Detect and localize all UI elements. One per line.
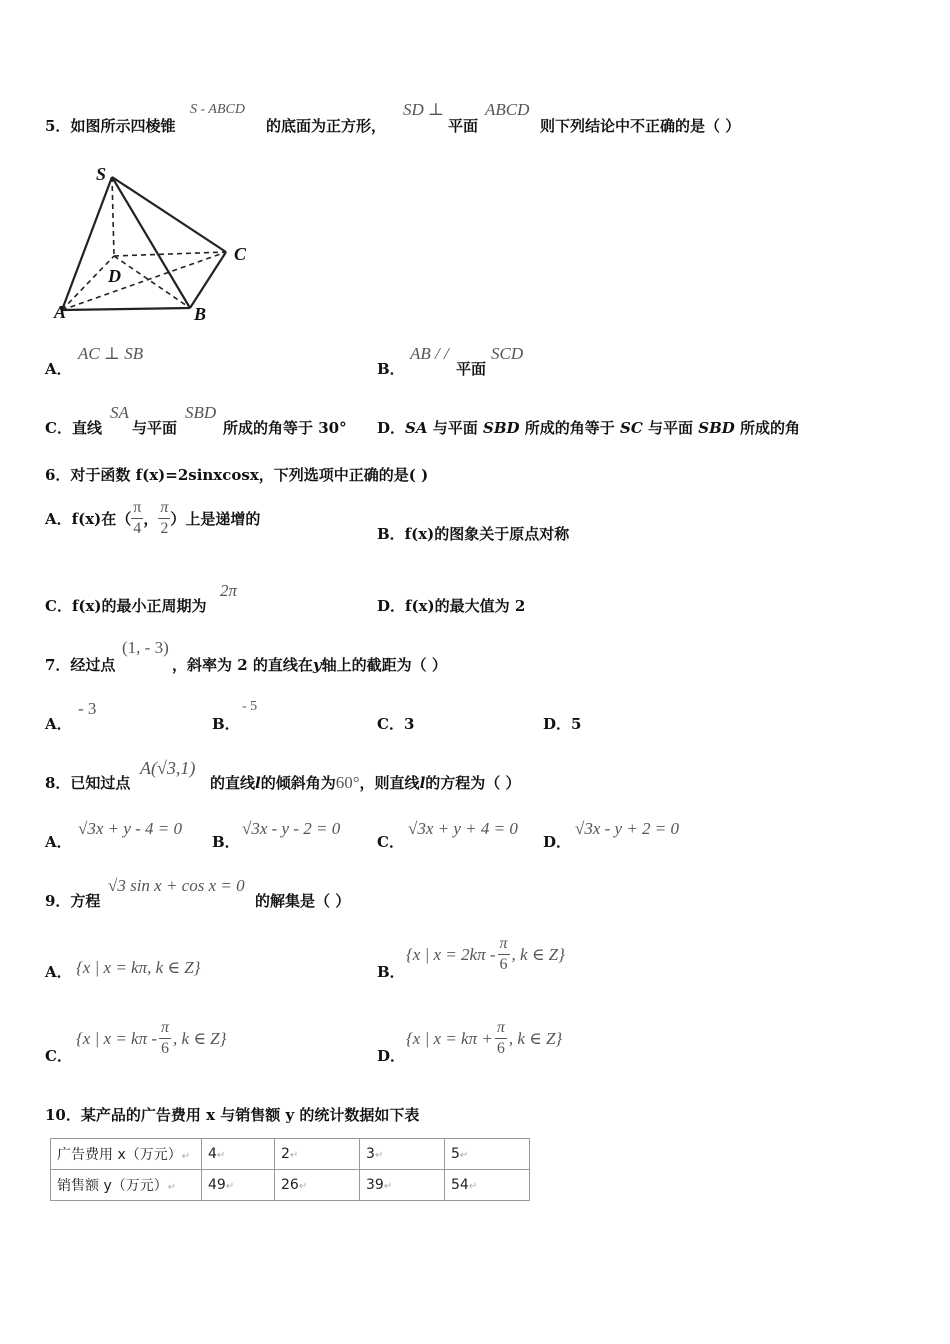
q5-option-a-label: A．	[45, 360, 72, 378]
q9-option-a-label: A．	[45, 963, 72, 981]
q8-stem-pre: 8．已知过点	[45, 774, 131, 792]
q5-option-b-math2: SCD	[491, 344, 524, 363]
q5-option-c-text-2: 所成的角等于 30°	[223, 419, 347, 437]
q5-option-c-math-sa: SA	[110, 403, 129, 422]
q6-option-d: D．f(x)的最大值为 2	[377, 597, 526, 615]
q8-point: A(√3,1)	[140, 758, 196, 778]
q8-stem-mid: 的直线l的倾斜角为60°，则直线l的方程为（ ）	[210, 773, 521, 792]
q5-text-2: 的底面为正方形，	[266, 117, 387, 135]
q7-option-b-math: - 5	[242, 699, 258, 714]
table-cell: 3↵	[360, 1139, 445, 1170]
q9-option-d-label: D．	[377, 1047, 406, 1065]
vertex-label-s: S	[96, 164, 107, 184]
q6-option-b: B．f(x)的图象关于原点对称	[377, 525, 570, 543]
q9-option-b-math: {x | x = 2kπ - $\frac{\pi}{6}$ , k ∈ Z}	[406, 935, 565, 973]
q8-option-c-label: C．	[377, 833, 404, 851]
q6-option-c-math: 2π	[220, 581, 238, 600]
q5-text-4: 则下列结论中不正确的是（ ）	[540, 117, 741, 135]
q6-option-c-text: C．f(x)的最小正周期为	[45, 597, 207, 615]
q5-math-perp: SD ⊥	[403, 100, 445, 119]
q5-math-base: ABCD	[485, 100, 530, 119]
table-row	[51, 1170, 530, 1201]
table-cell: 49↵	[202, 1170, 275, 1201]
q5-option-c-text-1: 与平面	[132, 419, 178, 437]
table-row	[51, 1139, 530, 1170]
q5-option-c-label: C．直线	[45, 419, 102, 437]
vertex-label-d: D	[108, 266, 121, 286]
q5-option-c-math-sbd: SBD	[185, 403, 217, 422]
q9-option-a-math: {x | x = kπ, k ∈ Z}	[76, 958, 201, 977]
q8-option-d-math: √3x - y + 2 = 0	[575, 819, 680, 838]
q9-option-b-label: B．	[377, 963, 405, 981]
q9-option-c-label: C．	[45, 1047, 72, 1065]
q7-option-a-math: - 3	[78, 699, 97, 718]
q6-option-a: A．f(x)在（ $\frac{\pi}{4}$ ， $\frac{\pi}{2}$ ）上是递增的	[45, 498, 261, 537]
fraction-pi-2: $\frac{\pi}{2}$	[160, 498, 169, 537]
table-cell: 4↵	[202, 1139, 275, 1170]
q5-option-d: D．SA 与平面 SBD 所成的角等于 SC 与平面 SBD 所成的角	[377, 419, 801, 437]
q7-option-a-label: A．	[45, 715, 72, 733]
q9-option-d-math: {x | x = kπ + $\frac{\pi}{6}$ , k ∈ Z}	[406, 1019, 563, 1057]
q9-stem-pre: 9．方程	[45, 892, 101, 910]
q8-option-b-math: √3x - y - 2 = 0	[242, 819, 341, 838]
q8-option-c-math: √3x + y + 4 = 0	[408, 819, 518, 838]
q5-option-b-text: 平面	[456, 360, 487, 378]
table-cell: 39↵	[360, 1170, 445, 1201]
q7-option-c: C．3	[377, 715, 415, 733]
q5-option-b-label: B．	[377, 360, 405, 378]
q5-text-3: 平面	[448, 117, 479, 135]
ad-sales-table	[50, 1138, 530, 1201]
q9-equation: √3 sin x + cos x = 0	[108, 876, 245, 895]
q9-stem-post: 的解集是（ ）	[255, 892, 351, 910]
q8-option-a-math: √3x + y - 4 = 0	[78, 819, 183, 838]
q7-option-b-label: B．	[212, 715, 240, 733]
table-cell: 54↵	[445, 1170, 530, 1201]
table-cell: 26↵	[275, 1170, 360, 1201]
q7-stem-pre: 7．经过点	[45, 656, 116, 674]
table-cell: 5↵	[445, 1139, 530, 1170]
row-header: 广告费用 x（万元）↵	[51, 1139, 202, 1170]
table-cell: 2↵	[275, 1139, 360, 1170]
vertex-label-b: B	[194, 304, 207, 324]
q9-option-c-math: {x | x = kπ - $\frac{\pi}{6}$ , k ∈ Z}	[76, 1019, 227, 1057]
q7-stem-post: ，斜率为 2 的直线在y轴上的截距为（ ）	[172, 656, 447, 674]
pyramid-figure	[48, 160, 258, 330]
q10-stem: 10．某产品的广告费用 x 与销售额 y 的统计数据如下表	[45, 1106, 420, 1124]
q7-point: (1, - 3)	[122, 638, 169, 657]
q5-math-pyramid: S - ABCD	[190, 102, 245, 117]
fraction-pi-4: $\frac{\pi}{4}$	[133, 498, 142, 537]
vertex-label-a: A	[54, 302, 67, 322]
q8-option-a-label: A．	[45, 833, 72, 851]
q8-option-d-label: D．	[543, 833, 572, 851]
q5-option-a-math: AC ⊥ SB	[78, 344, 144, 363]
q7-option-d: D．5	[543, 715, 582, 733]
q6-stem: 6．对于函数 f(x)=2sinxcosx，下列选项中正确的是( )	[45, 466, 429, 484]
q5-option-b-math: AB / /	[410, 344, 449, 363]
vertex-label-c: C	[234, 244, 247, 264]
q5-stem: 5．如图所示四棱锥	[45, 117, 176, 135]
row-header: 销售额 y（万元）↵	[51, 1170, 202, 1201]
q8-option-b-label: B．	[212, 833, 240, 851]
